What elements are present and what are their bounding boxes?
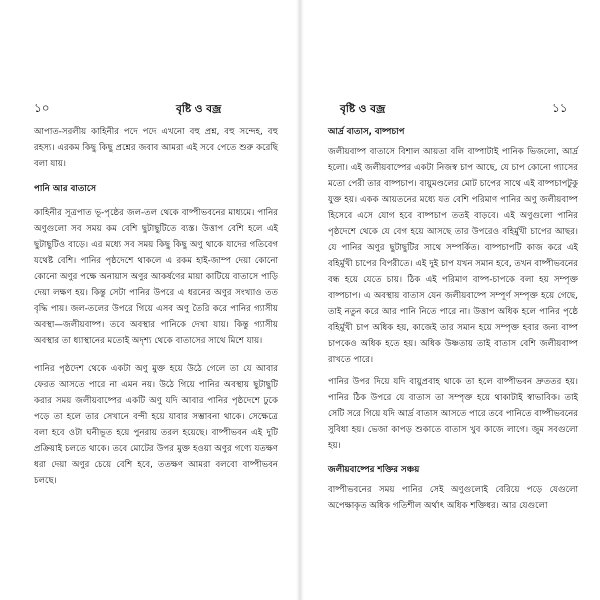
section-heading-humid-air: আর্দ্র বাতাস, বাষ্পচাপ bbox=[328, 127, 405, 137]
right-page-number: ১১ bbox=[552, 101, 568, 115]
right-page-body bbox=[328, 124, 578, 514]
intro-paragraph: আপাত-সরলীয় কাহিনীর পদে পদে এখনো বহু প্রশ্ন, বহু সন্দেহ, বহু রহস্য। এরকম কিছু কিছু প্রশ্নের জবাব আমরা এই সবে পেতে শুরু করেছি বলা যায়। bbox=[34, 127, 278, 169]
s1-paragraph-1: জলীয়বাষ্প বাতাসে বিশাল আয়তা বলি বাষ্পাটাই পানিক ভিজলো, আর্দ্র হলো। এই জলীয়বাষ্পের একটা নিজস্ব চাপ আছে, যে চাপ কোনো গ্যাসের মতো পেরী তার বাষ্পচাপ। বায়ুমণ্ডলের মোট চাপের সাথে এই বাষ্পচাপটুকু যুক্ত হয়। একক আয়তনের মধ্যে যত বেশি পরিমাণ পানির অণু জলীয়বাষ্প হিসেবে এসে যোগ হবে বাষ্পচাপ ততই বাড়বে। এই অণুগুলো পানির পৃষ্ঠদেশে থেকে যে বেগ হয়ে আসছে তার উপরেও বহির্মুখী চাপের আছর। যে পানির অণুর ছুটাছুটির সাথে সম্পর্কিত। বাষ্পচাপটি কাজ করে এই বহির্মুখী চাপের বিপরীতে। এই দুই চাপ যখন সমান হবে, তখন বাষ্পীভবনের বন্ধ হয়ে যেতে চায়। ঠিক এই পরিমাণ বাষ্প-চাপকে বলা হয় সম্পৃক্ত বাষ্পচাপ। এ অবস্থায় বাতাস যেন জলীয়বাষ্পে সম্পূর্ণ সম্পৃক্ত হয়ে গেছে, তাই নতুন করে আর পানি নিতে পারে না। উত্তাপ অধিক হলে পানির পৃষ্ঠে বহির্মুখী চাপ অধিক হয়, কাজেই তার সমান হয়ে সম্পৃক্ত হবার জন্য বাষ্প চাপকেও অধিক হতে হয়। অধিক উষ্ণতায় তাই বাতাস বেশি জলীয়বাষ্প রাখতে পারে। bbox=[328, 147, 578, 365]
left-page-number: ১০ bbox=[34, 101, 50, 115]
right-running-head: বৃষ্টি ও বজ্র bbox=[340, 103, 386, 115]
left-page-body bbox=[34, 124, 278, 489]
section-heading-vapour-energy: জলীয়বাষ্পের শক্তির সঞ্চয় bbox=[328, 465, 420, 475]
left-running-head: বৃষ্টি ও বজ্র bbox=[176, 103, 222, 115]
paragraph-2: পানির পৃষ্ঠদেশ থেকে একটা অণু মুক্ত হয়ে উঠে গেলে তা যে আবার ফেরত আসতে পারে না এমন নয়। উঠে গিয়ে পানির অবস্থায় ছুটাছুটি করার সময় জলীয়বাষ্পের একটি অণু যদি আবার পানির পৃষ্ঠদেশে ঢুকে পড়ে তা হলে তার সেখানে বন্দী হয়ে যাবার সম্ভাবনা থাকে। সেক্ষেত্রে বলা হবে ওটা ঘনীভূত হয়ে পুনরায় তরল হয়েছে। বাষ্পীভবন এই দুটি প্রক্রিয়াই চলতে থাকে। তবে মোটের উপর মুক্ত হওয়া অণুর গণ্যে যতক্ষণ ধরা দেয়া অণুর চেয়ে বেশি হবে, ততক্ষণ আমরা বলবো বাষ্পীভবন চলছে। bbox=[34, 364, 278, 486]
s2-paragraph-1: বাষ্পীভবনের সময় পানির সেই অণুগুলোই বেরিয়ে পড়ে যেগুলো অপেক্ষাকৃত অধিক গতিশীল অর্থাৎ অধিক শক্তিধর। আর যেগুলো bbox=[328, 485, 578, 511]
right-page bbox=[304, 0, 600, 600]
paragraph-1: কাহিনীর সূত্রপাত ভূ-পৃষ্ঠের জল-তল থেকে বাষ্পীভবনের মাধ্যমে। পানির অণুগুলো সব সময় কম বেশি ছুটাছুটিতে ব্যস্ত। উত্তাপ বেশি হলে এই ছুটাছুটিও বাড়ে। এর মধ্যে সব সময় কিছু কিছু অণু থাকে যাদের গতিবেগ যথেষ্ট বেশি। পানির পৃষ্ঠদেশে থাকলে এ রকম হাই-জাম্প দেয়া কোনো কোনো অণুর পক্ষে অনায়াস অণুর আকর্ষণের মায়া কাটিয়ে বাতাসে পাড়ি দেয়া লক্ষণ হয়। কিন্তু সেটা পানির উপরে এ ধরনের অণুর সংখ্যাও তত বৃদ্ধি পায়। জল-তলের উপরে গিয়ে এসব অণু তৈরি করে পানির গ্যাসীয় অবস্থা—জলীয়বাষ্প। তবে অবস্থার পানিকে দেখা যায়। কিন্তু গ্যাসীয় অবস্থার তা ধ্যাস্থানের মতোই অদৃশ্য থেকে বাতাসের সাথে মিশে যায়। bbox=[34, 208, 278, 346]
section-heading-water-air: পানি আর বাতাসে bbox=[34, 184, 96, 194]
left-page bbox=[0, 0, 296, 600]
s1-paragraph-2: পানির উপর দিয়ে যদি বায়ুপ্রবাহ থাকে তা হলে বাষ্পীভবন দ্রুততর হয়। পানির ঠিক উপরে যে বাতাস তা সম্পৃক্ত হয়ে থাকাটাই স্বাভাবিক। তাই সেটি সরে গিয়ে যদি আর্দ্র বাতাস আসতে পারে তবে পানিতে বাষ্পীভবনের সুবিধা হয়। ভেজা কাপড় শুকাতে বাতাস খুব কাজে লাগে। জুম সবগুলো হয়। bbox=[328, 377, 578, 451]
book-gutter bbox=[296, 0, 304, 600]
